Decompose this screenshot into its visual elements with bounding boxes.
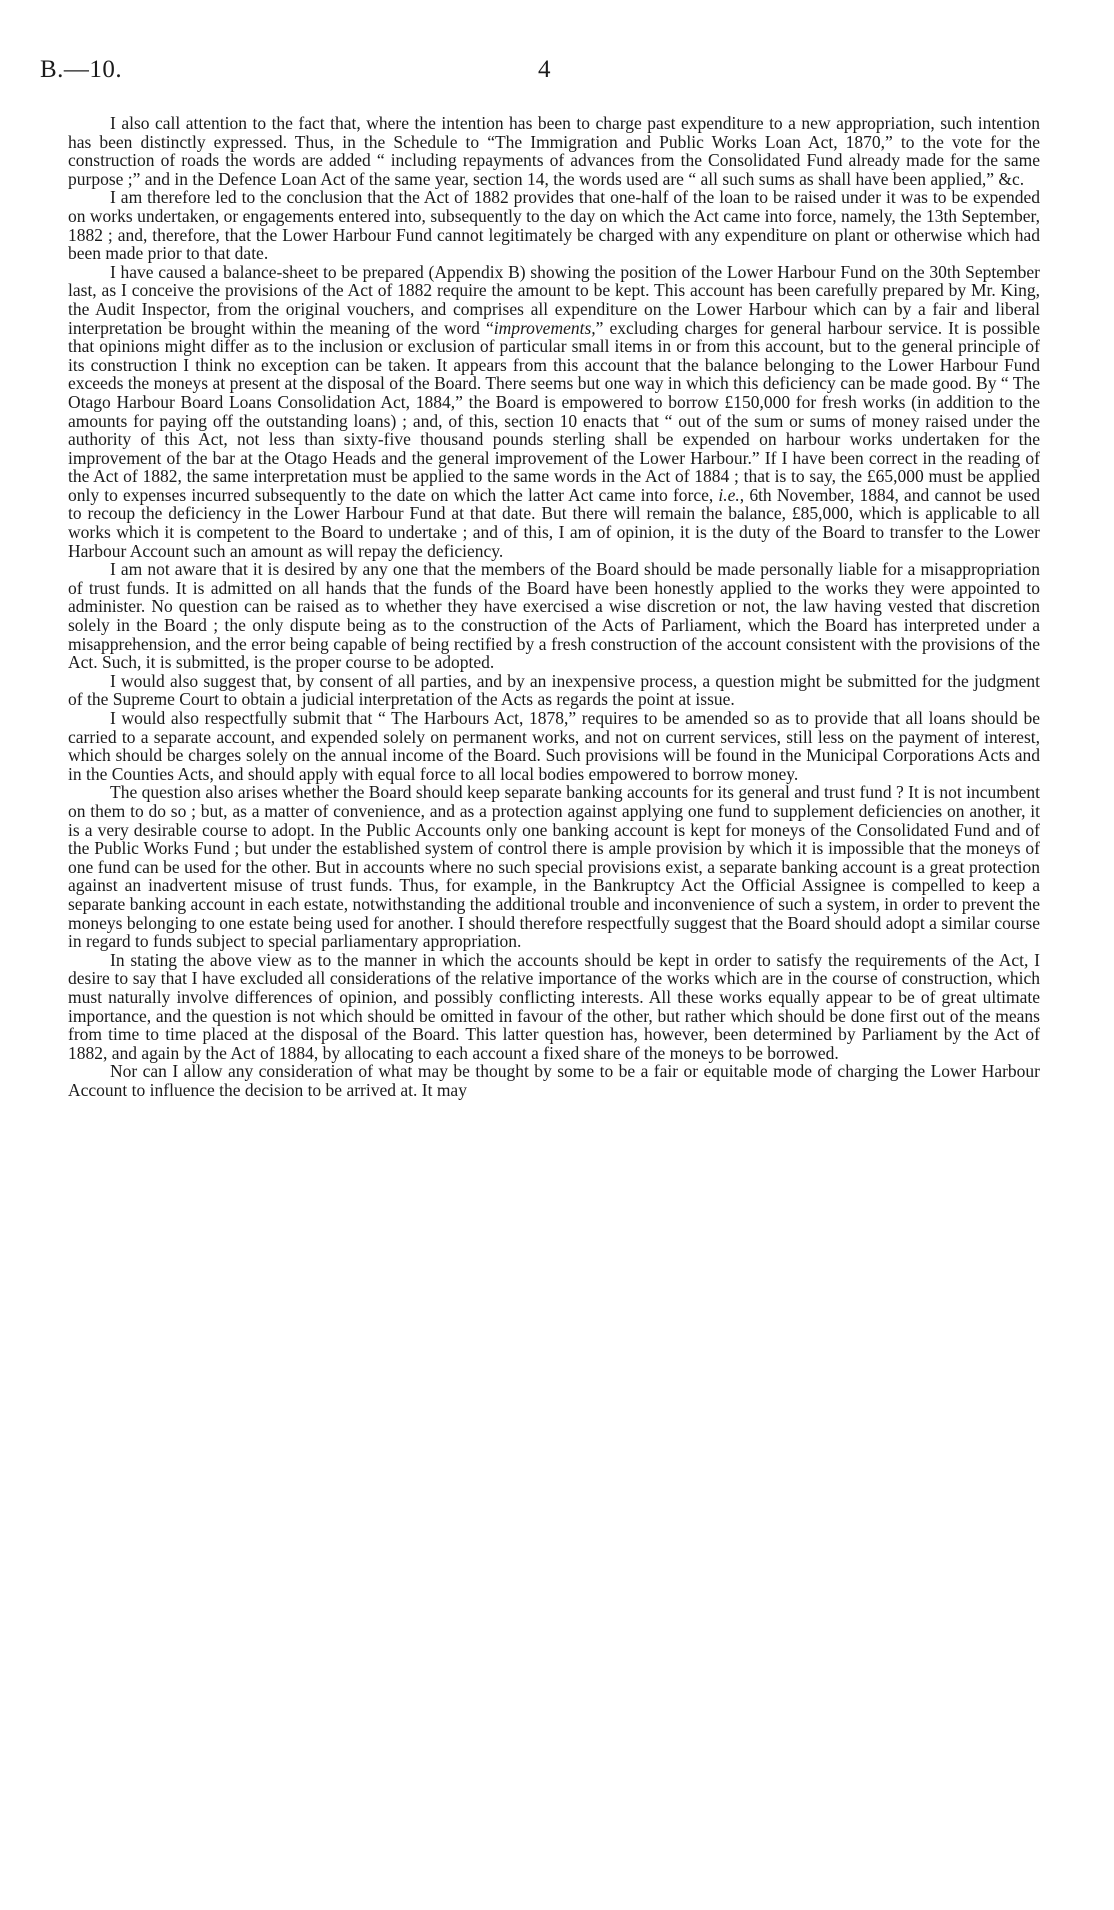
italic-abbrev: i.e. bbox=[718, 484, 740, 505]
paragraph-supreme-court: I would also suggest that, by consent of all parties, and by an inexpensive process, a question might be submitted for the judgment of the Supreme Court to obtain a judicial interpretation of the Acts as regards the point at issue. bbox=[68, 670, 1040, 710]
paragraph-personal-liability: I am not aware that it is desired by any one that the members of the Board should be made personally liable for a misappropriation of trust funds. It is admitted on all hands that the funds of the Board have been honestly applied to the works they were appointed to administer. No question can be raised as to whether they have exercised a wise discretion or not, the law having vested that discretion solely in the Board ; the only dispute being as to the construction of the Acts of Parliament, which the Board has interpreted under a misapprehension, and the error being capable of being rectified by a fresh construction of the account consistent with the provisions of the Act. Such, it is submitted, is the proper course to be adopted. bbox=[68, 559, 1040, 673]
page-header bbox=[40, 56, 1040, 92]
paragraph-balance-sheet: I have caused a balance-sheet to be prepared (Appendix B) showing the position of the Lower Harbour Fund on the 30th September last, as I conceive the provisions of the Act of 1882 require the amount to be kept. This account has been carefully prepared by Mr. King, the Audit Inspector, from the original vouchers, and comprises all expenditure on the Lower Harbour which can by a fair and liberal interpretation be brought within the meaning of the word “improvements,” excluding charges for general harbour service. It is possible that opinions might differ as to the inclusion or exclusion of particular small items in or from this account, but to the general principle of its construction I think no exception can be taken. It appears from this account that the balance belonging to the Lower Harbour Fund exceeds the moneys at present at the disposal of the Board. There seems but one way in which this deficiency can be made good. By “ The Otago Harbour Board Loans Consolidation Act, 1884,” the Board is empowered to borrow £150,000 for fresh works (in addition to the amounts for paying off the outstanding loans) ; and, of this, section 10 enacts that “ out of the sum or sums of money raised under the authority of this Act, not less than sixty-five thousand pounds sterling shall be expended on harbour works undertaken for the improvement of the bar at the Otago Heads and the general improvement of the Lower Harbour.” If I have been correct in the reading of the Act of 1882, the same interpretation must be applied to the same words in the Act of 1884 ; that is to say, the £65,000 must be applied only to expenses incurred subsequently to the date on which the latter Act came into force, i.e., 6th November, 1884, and cannot be used to recoup the deficiency in the Lower Harbour Fund at that date. But there will remain the balance, £85,000, which is applicable to all works which it is competent to the Board to undertake ; and of this, I am of opinion, it is the duty of the Board to transfer to the Lower Harbour Account such an amount as will repay the deficiency. bbox=[68, 261, 1040, 561]
paragraph-equitable-mode: Nor can I allow any consideration of what may be thought by some to be a fair or equitable mode of charging the Lower Harbour Account to influence the decision to be arrived at. It may bbox=[68, 1061, 1040, 1100]
document-reference: B.—10. bbox=[40, 56, 123, 83]
paragraph-banking-accounts: The question also arises whether the Board should keep separate banking accounts for its general and trust fund ? It is not incumbent on them to do so ; but, as a matter of convenience, and as a protection against applying one fund to supplement deficiencies on another, it is a very desirable course to adopt. In the Public Accounts only one banking account is kept for moneys of the Consolidated Fund and of the Public Works Fund ; but under the established system of control there is ample provision by which it is impossible that the moneys of one fund can be used for the other. But in accounts where no such special provisions exist, a separate banking account is a great protection against an inadvertent misuse of trust funds. Thus, for example, in the Bankruptcy Act the Official Assignee is compelled to keep a separate banking account in each estate, notwithstanding the additional trouble and inconvenience of such a system, in order to prevent the moneys belonging to one estate being used for another. I should therefore respectfully suggest that the Board should adopt a similar course in regard to funds subject to special parliamentary appropriation. bbox=[68, 782, 1040, 952]
page-number: 4 bbox=[538, 56, 551, 83]
italic-word: improvements, bbox=[493, 317, 596, 338]
paragraph-past-expenditure: I also call attention to the fact that, where the intention has been to charge past expenditure to a new appropriation, such intention has been distinctly expressed. Thus, in the Schedule to “The Immigration and Public Works Loan Act, 1870,” to the vote for the construction of roads the words are added “ including repayments of advances from the Consolidated Fund already made for the same purpose ;” and in the Defence Loan Act of the same year, section 14, the words used are “ all such sums as shall have been applied,” &c. bbox=[68, 113, 1040, 189]
paragraph-harbours-act: I would also respectfully submit that “ The Harbours Act, 1878,” requires to be amended so as to provide that all loans should be carried to a separate account, and expended solely on permanent works, and not on current services, still less on the payment of interest, which should be charges solely on the annual income of the Board. Such provisions will be found in the Municipal Corporations Acts and in the Counties Acts, and should apply with equal force to all local bodies empowered to borrow money. bbox=[68, 708, 1040, 784]
paragraph-relative-importance: In stating the above view as to the manner in which the accounts should be kept in order to satisfy the requirements of the Act, I desire to say that I have excluded all considerations of the relative importance of the works which are in the course of construction, which must naturally involve differences of opinion, and possibly conflicting interests. All these works equally appear to be of great ultimate importance, and the question is not which should be omitted in favour of the other, but rather which should be done first out of the means from time to time placed at the disposal of the Board. This latter question has, however, been determined by Parliament by the Act of 1882, and again by the Act of 1884, by allocating to each account a fixed share of the moneys to be borrowed. bbox=[68, 949, 1040, 1063]
paragraph-conclusion-act-1882: I am therefore led to the conclusion that the Act of 1882 provides that one-half of the loan to be raised under it was to be expended on works undertaken, or engagements entered into, subsequently to the day on which the Act came into force, namely, the 13th September, 1882 ; and, therefore, that the Lower Harbour Fund cannot legitimately be charged with any expenditure on plant or otherwise which had been made prior to that date. bbox=[68, 187, 1040, 264]
document-body bbox=[68, 114, 1040, 1099]
